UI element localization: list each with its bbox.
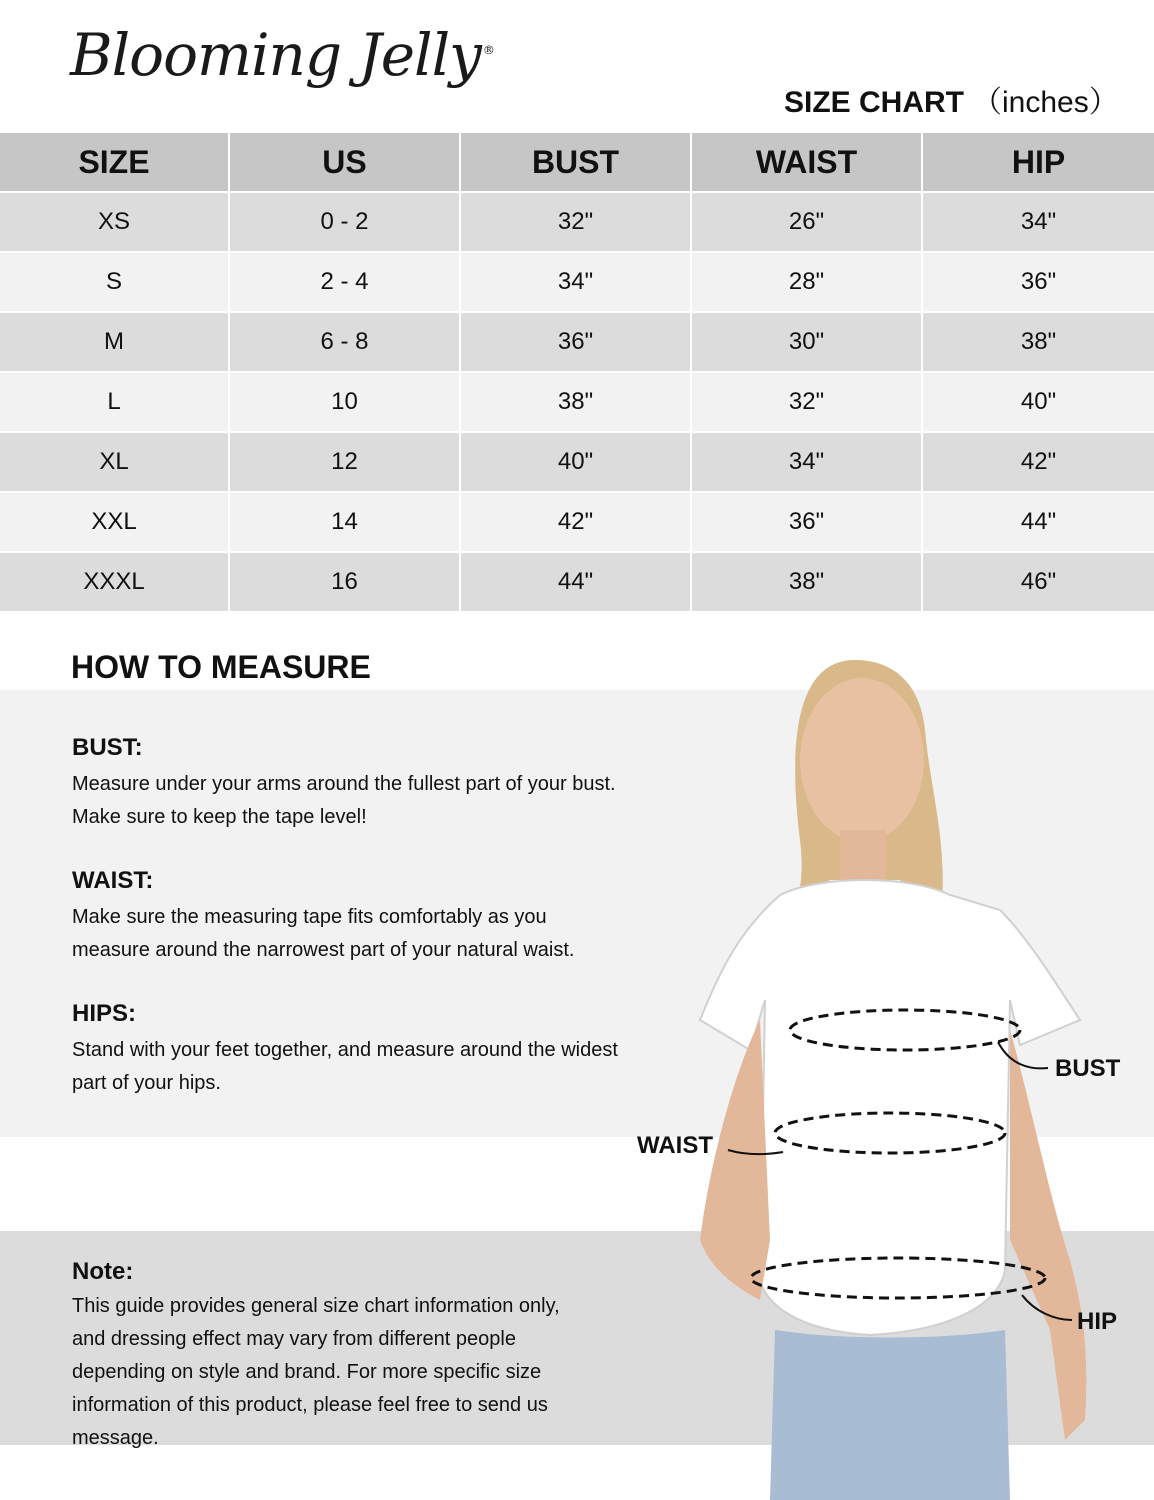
note-text-line: This guide provides general size chart information only, xyxy=(72,1295,560,1317)
jeans-shape xyxy=(770,1330,1010,1500)
waist-text-line: Make sure the measuring tape fits comfortably as you xyxy=(72,906,547,928)
table-cell: 32" xyxy=(691,372,922,432)
right-arm-shape xyxy=(1010,1030,1086,1440)
note-text-line: information of this product, please feel free to send us xyxy=(72,1394,548,1416)
table-cell: 44" xyxy=(922,492,1154,552)
registered-mark: ® xyxy=(482,43,494,57)
table-cell: 36" xyxy=(922,252,1154,312)
left-arm-shape xyxy=(700,1020,770,1300)
table-cell: XL xyxy=(0,432,229,492)
how-to-measure-title: HOW TO MEASURE xyxy=(71,649,371,685)
brand-logo xyxy=(70,21,494,89)
col-header-bust: BUST xyxy=(460,133,691,192)
waist-section xyxy=(72,867,662,967)
table-row xyxy=(0,492,1154,552)
table-cell: 0 - 2 xyxy=(229,192,460,252)
table-cell: 26" xyxy=(691,192,922,252)
note-text-line: message. xyxy=(72,1427,159,1449)
table-cell: 44" xyxy=(460,552,691,612)
table-cell: 6 - 8 xyxy=(229,312,460,372)
table-cell: 16 xyxy=(229,552,460,612)
col-header-size: SIZE xyxy=(0,133,229,192)
table-cell: XXXL xyxy=(0,552,229,612)
table-row xyxy=(0,252,1154,312)
table-cell: 12 xyxy=(229,432,460,492)
hips-text-line: part of your hips. xyxy=(72,1072,221,1094)
table-cell: 36" xyxy=(460,312,691,372)
table-row xyxy=(0,372,1154,432)
table-cell: 30" xyxy=(691,312,922,372)
table-row xyxy=(0,552,1154,612)
table-cell: 46" xyxy=(922,552,1154,612)
bust-label: BUST xyxy=(1055,1055,1121,1082)
hips-section xyxy=(72,1000,662,1100)
note-section xyxy=(72,1258,612,1455)
hips-heading: HIPS: xyxy=(72,1000,137,1027)
table-cell: 34" xyxy=(922,192,1154,252)
table-cell: L xyxy=(0,372,229,432)
table-row xyxy=(0,192,1154,252)
table-cell: 40" xyxy=(922,372,1154,432)
col-header-waist: WAIST xyxy=(691,133,922,192)
table-cell: 10 xyxy=(229,372,460,432)
waist-text-line: measure around the narrowest part of your natural waist. xyxy=(72,939,575,961)
bust-heading: BUST: xyxy=(72,734,143,761)
table-cell: 36" xyxy=(691,492,922,552)
table-cell: M xyxy=(0,312,229,372)
table-row xyxy=(0,312,1154,372)
table-cell: 14 xyxy=(229,492,460,552)
table-cell: 34" xyxy=(460,252,691,312)
size-table xyxy=(0,133,1154,613)
table-cell: XXL xyxy=(0,492,229,552)
face-shape xyxy=(800,678,924,842)
table-header-row xyxy=(0,133,1154,192)
note-text-line: and dressing effect may vary from different people xyxy=(72,1328,516,1350)
table-cell: 2 - 4 xyxy=(229,252,460,312)
hip-label: HIP xyxy=(1077,1308,1118,1335)
table-cell: 40" xyxy=(460,432,691,492)
table-row xyxy=(0,432,1154,492)
waist-label: WAIST xyxy=(637,1132,713,1159)
hips-text-line: Stand with your feet together, and measure around the widest xyxy=(72,1039,618,1061)
table-cell: 42" xyxy=(460,492,691,552)
table-cell: 38" xyxy=(922,312,1154,372)
size-chart-title xyxy=(784,88,1119,118)
table-cell: 32" xyxy=(460,192,691,252)
table-cell: 28" xyxy=(691,252,922,312)
table-cell: 34" xyxy=(691,432,922,492)
table-cell: S xyxy=(0,252,229,312)
col-header-hip: HIP xyxy=(922,133,1154,192)
bust-text-line: Make sure to keep the tape level! xyxy=(72,806,367,828)
waist-heading: WAIST: xyxy=(72,867,154,894)
table-cell: XS xyxy=(0,192,229,252)
bust-section xyxy=(72,734,662,834)
table-cell: 38" xyxy=(460,372,691,432)
size-chart-title-text: SIZE CHART xyxy=(784,86,964,119)
size-chart-unit: （inches） xyxy=(972,86,1119,119)
bust-text-line: Measure under your arms around the fullest part of your bust. xyxy=(72,773,616,795)
table-cell: 42" xyxy=(922,432,1154,492)
brand-name: Blooming Jelly xyxy=(70,21,481,89)
note-heading: Note: xyxy=(72,1258,134,1285)
note-text-line: depending on style and brand. For more specific size xyxy=(72,1361,542,1383)
col-header-us: US xyxy=(229,133,460,192)
table-cell: 38" xyxy=(691,552,922,612)
